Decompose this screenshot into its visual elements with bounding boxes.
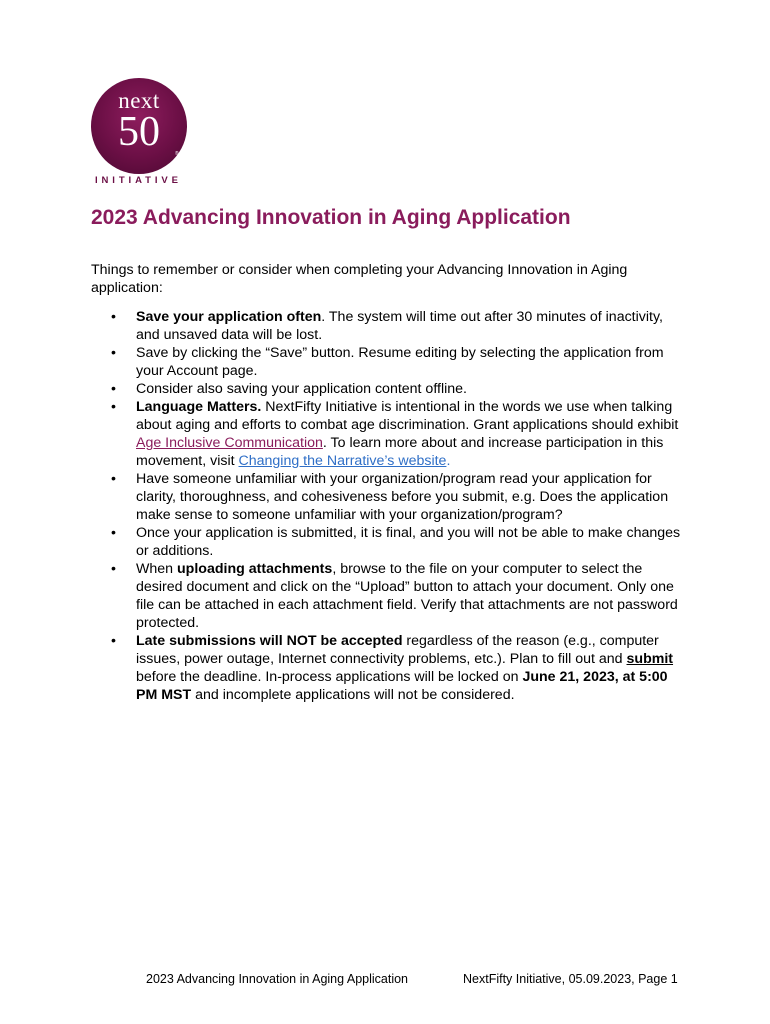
item-text: . The system will time out after 30 minutes of inactivity, and unsaved data will be lost.	[136, 309, 663, 343]
item-text: Consider also saving your application content offline.	[136, 381, 467, 397]
item-text: NextFifty Initiative is intentional in the words we use when talking about aging and efforts to combat age discrimination. Grant applications should exhibit	[136, 399, 679, 433]
list-item	[91, 560, 686, 632]
item-text: . To learn more about and increase participation in this movement, visit	[136, 435, 664, 469]
list-item	[91, 524, 686, 560]
nextfifty-logo	[91, 78, 187, 188]
item-text: When	[136, 561, 178, 577]
logo-circle	[91, 78, 187, 174]
bold-text: Language Matters.	[136, 399, 262, 415]
logo-50-text: 50	[118, 109, 160, 155]
list-item	[91, 632, 686, 704]
reminder-list	[91, 308, 686, 704]
age-inclusive-communication-link[interactable]: Age Inclusive Communication	[136, 435, 323, 451]
logo-initiative-text: INITIATIVE	[95, 175, 182, 186]
list-item	[91, 344, 686, 380]
item-text: , browse to the file on your computer to select the desired document and click on the “Upload” button to attach your document. Only one file can be attached in each attachment field. Verify that attachments are not password protected.	[136, 561, 678, 631]
bold-text: Late submissions will NOT be accepted	[136, 633, 403, 649]
item-text: Once your application is submitted, it is final, and you will not be able to make changes or additions.	[136, 525, 681, 559]
changing-the-narrative-link[interactable]: Changing the Narrative’s website	[238, 453, 447, 469]
item-text: Save by clicking the “Save” button. Resume editing by selecting the application from your Account page.	[136, 345, 664, 379]
item-text: and incomplete applications will not be considered.	[191, 687, 515, 703]
footer-document-title: 2023 Advancing Innovation in Aging Application	[146, 972, 409, 986]
underlined-bold-text: submit	[626, 651, 674, 667]
footer-page-info: NextFifty Initiative, 05.09.2023, Page 1	[463, 972, 678, 986]
bold-text: Save your application often	[136, 309, 322, 325]
intro-text: Things to remember or consider when completing your Advancing Innovation in Aging application:	[91, 262, 628, 296]
deadline-text: June 21, 2023, at 5:00 PM MST	[136, 669, 668, 703]
item-text: .	[446, 453, 451, 469]
logo-trademark: ®	[175, 151, 179, 157]
list-item	[91, 380, 686, 398]
logo-next-text: next	[118, 88, 160, 113]
page-title: 2023 Advancing Innovation in Aging Application	[91, 206, 571, 229]
list-item	[91, 398, 686, 470]
list-item	[91, 308, 686, 344]
bold-text: uploading attachments	[177, 561, 333, 577]
item-text: before the deadline. In-process applications will be locked on	[136, 669, 523, 685]
list-item	[91, 470, 686, 524]
item-text: Have someone unfamiliar with your organization/program read your application for clarity, thoroughness, and cohesiveness before you submit, e.g. Does the application make sense to someone unfamiliar with your organization/program?	[136, 471, 669, 523]
item-text: regardless of the reason (e.g., computer issues, power outage, Internet connectivity problems, etc.). Plan to fill out and	[136, 633, 659, 667]
